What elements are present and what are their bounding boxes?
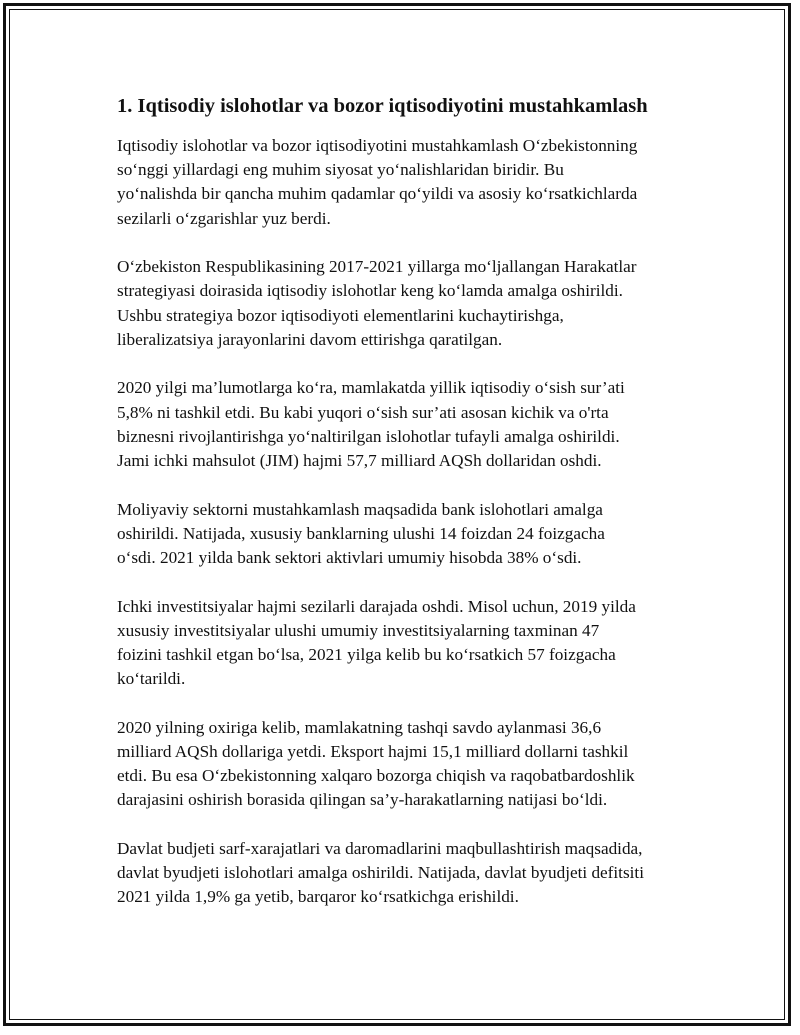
document-body [117,92,697,934]
text-line: Iqtisodiy islohotlar va bozor iqtisodiyotini mustahkamlash O‘zbekistonning [117,136,638,155]
text-line: Davlat budjeti sarf-xarajatlari va daromadlarini maqbullashtirish maqsadida, [117,839,643,859]
text-line: Ichki investitsiyalar hajmi sezilarli darajada oshdi. Misol uchun, 2019 yilda [117,596,636,616]
text-line: 2020 yilgi ma’lumotlarga ko‘ra, mamlakatda yillik iqtisodiy o‘sish sur’ati [117,378,625,398]
text-line: Ushbu strategiya bozor iqtisodiyoti elementlarini kuchaytirishga, [117,305,564,325]
text-line: davlat byudjeti islohotlari amalga oshirildi. Natijada, davlat byudjeti defitsiti [117,863,644,883]
paragraph-2 [117,255,697,352]
text-line: xususiy investitsiyalar ulushi umumiy investitsiyalarning taxminan 47 [117,620,600,640]
paragraph-6 [117,716,697,813]
paragraph-4 [117,498,697,571]
paragraph-5 [117,595,697,692]
section-heading: 1. Iqtisodiy islohotlar va bozor iqtisodiyotini mustahkamlash [117,95,648,117]
text-line: sezilarli o‘zgarishlar yuz berdi. [117,208,331,228]
text-line: liberalizatsiya jarayonlarini davom ettirishga qaratilgan. [117,329,503,349]
text-line: biznesni rivojlantirishga yo‘naltirilgan islohotlar tufayli amalga oshirildi. [117,426,620,446]
text-line: yo‘nalishda bir qancha muhim qadamlar qo‘yildi va asosiy ko‘rsatkichlarda [117,184,638,204]
text-line: 5,8% ni tashkil etdi. Bu kabi yuqori o‘sish sur’ati asosan kichik va o'rta [117,402,609,422]
paragraph-1 [117,134,697,231]
text-line: 2021 yilda 1,9% ga yetib, barqaror ko‘rsatkichga erishildi. [117,887,519,907]
text-line: 2020 yilning oxiriga kelib, mamlakatning tashqi savdo aylanmasi 36,6 [117,717,602,737]
text-line: strategiyasi doirasida iqtisodiy islohotlar keng ko‘lamda amalga oshirildi. [117,281,623,301]
text-line: oshirildi. Natijada, xususiy banklarning ulushi 14 foizdan 24 foizgacha [117,523,605,543]
text-line: o‘sdi. 2021 yilda bank sektori aktivlari umumiy hisobda 38% o‘sdi. [117,548,582,568]
paragraph-7 [117,837,697,910]
text-line: Moliyaviy sektorni mustahkamlash maqsadida bank islohotlari amalga [117,499,603,519]
text-line: foizini tashkil etgan bo‘lsa, 2021 yilga kelib bu ko‘rsatkich 57 foizgacha [117,645,616,665]
text-line: ko‘tarildi. [117,669,186,689]
text-line: milliard AQSh dollariga yetdi. Eksport hajmi 15,1 milliard dollarni tashkil [117,742,629,762]
paragraph-3 [117,376,697,473]
text-line: so‘nggi yillardagi eng muhim siyosat yo‘nalishlaridan biridir. Bu [117,160,564,180]
text-line: darajasini oshirish borasida qilingan sa’y-harakatlarning natijasi bo‘ldi. [117,790,608,810]
text-line: Jami ichki mahsulot (JIM) hajmi 57,7 milliard AQSh dollaridan oshdi. [117,451,602,471]
text-line: O‘zbekiston Respublikasining 2017-2021 yillarga mo‘ljallangan Harakatlar [117,257,637,277]
text-line: etdi. Bu esa O‘zbekistonning xalqaro bozorga chiqish va raqobatbardoshlik [117,766,635,786]
